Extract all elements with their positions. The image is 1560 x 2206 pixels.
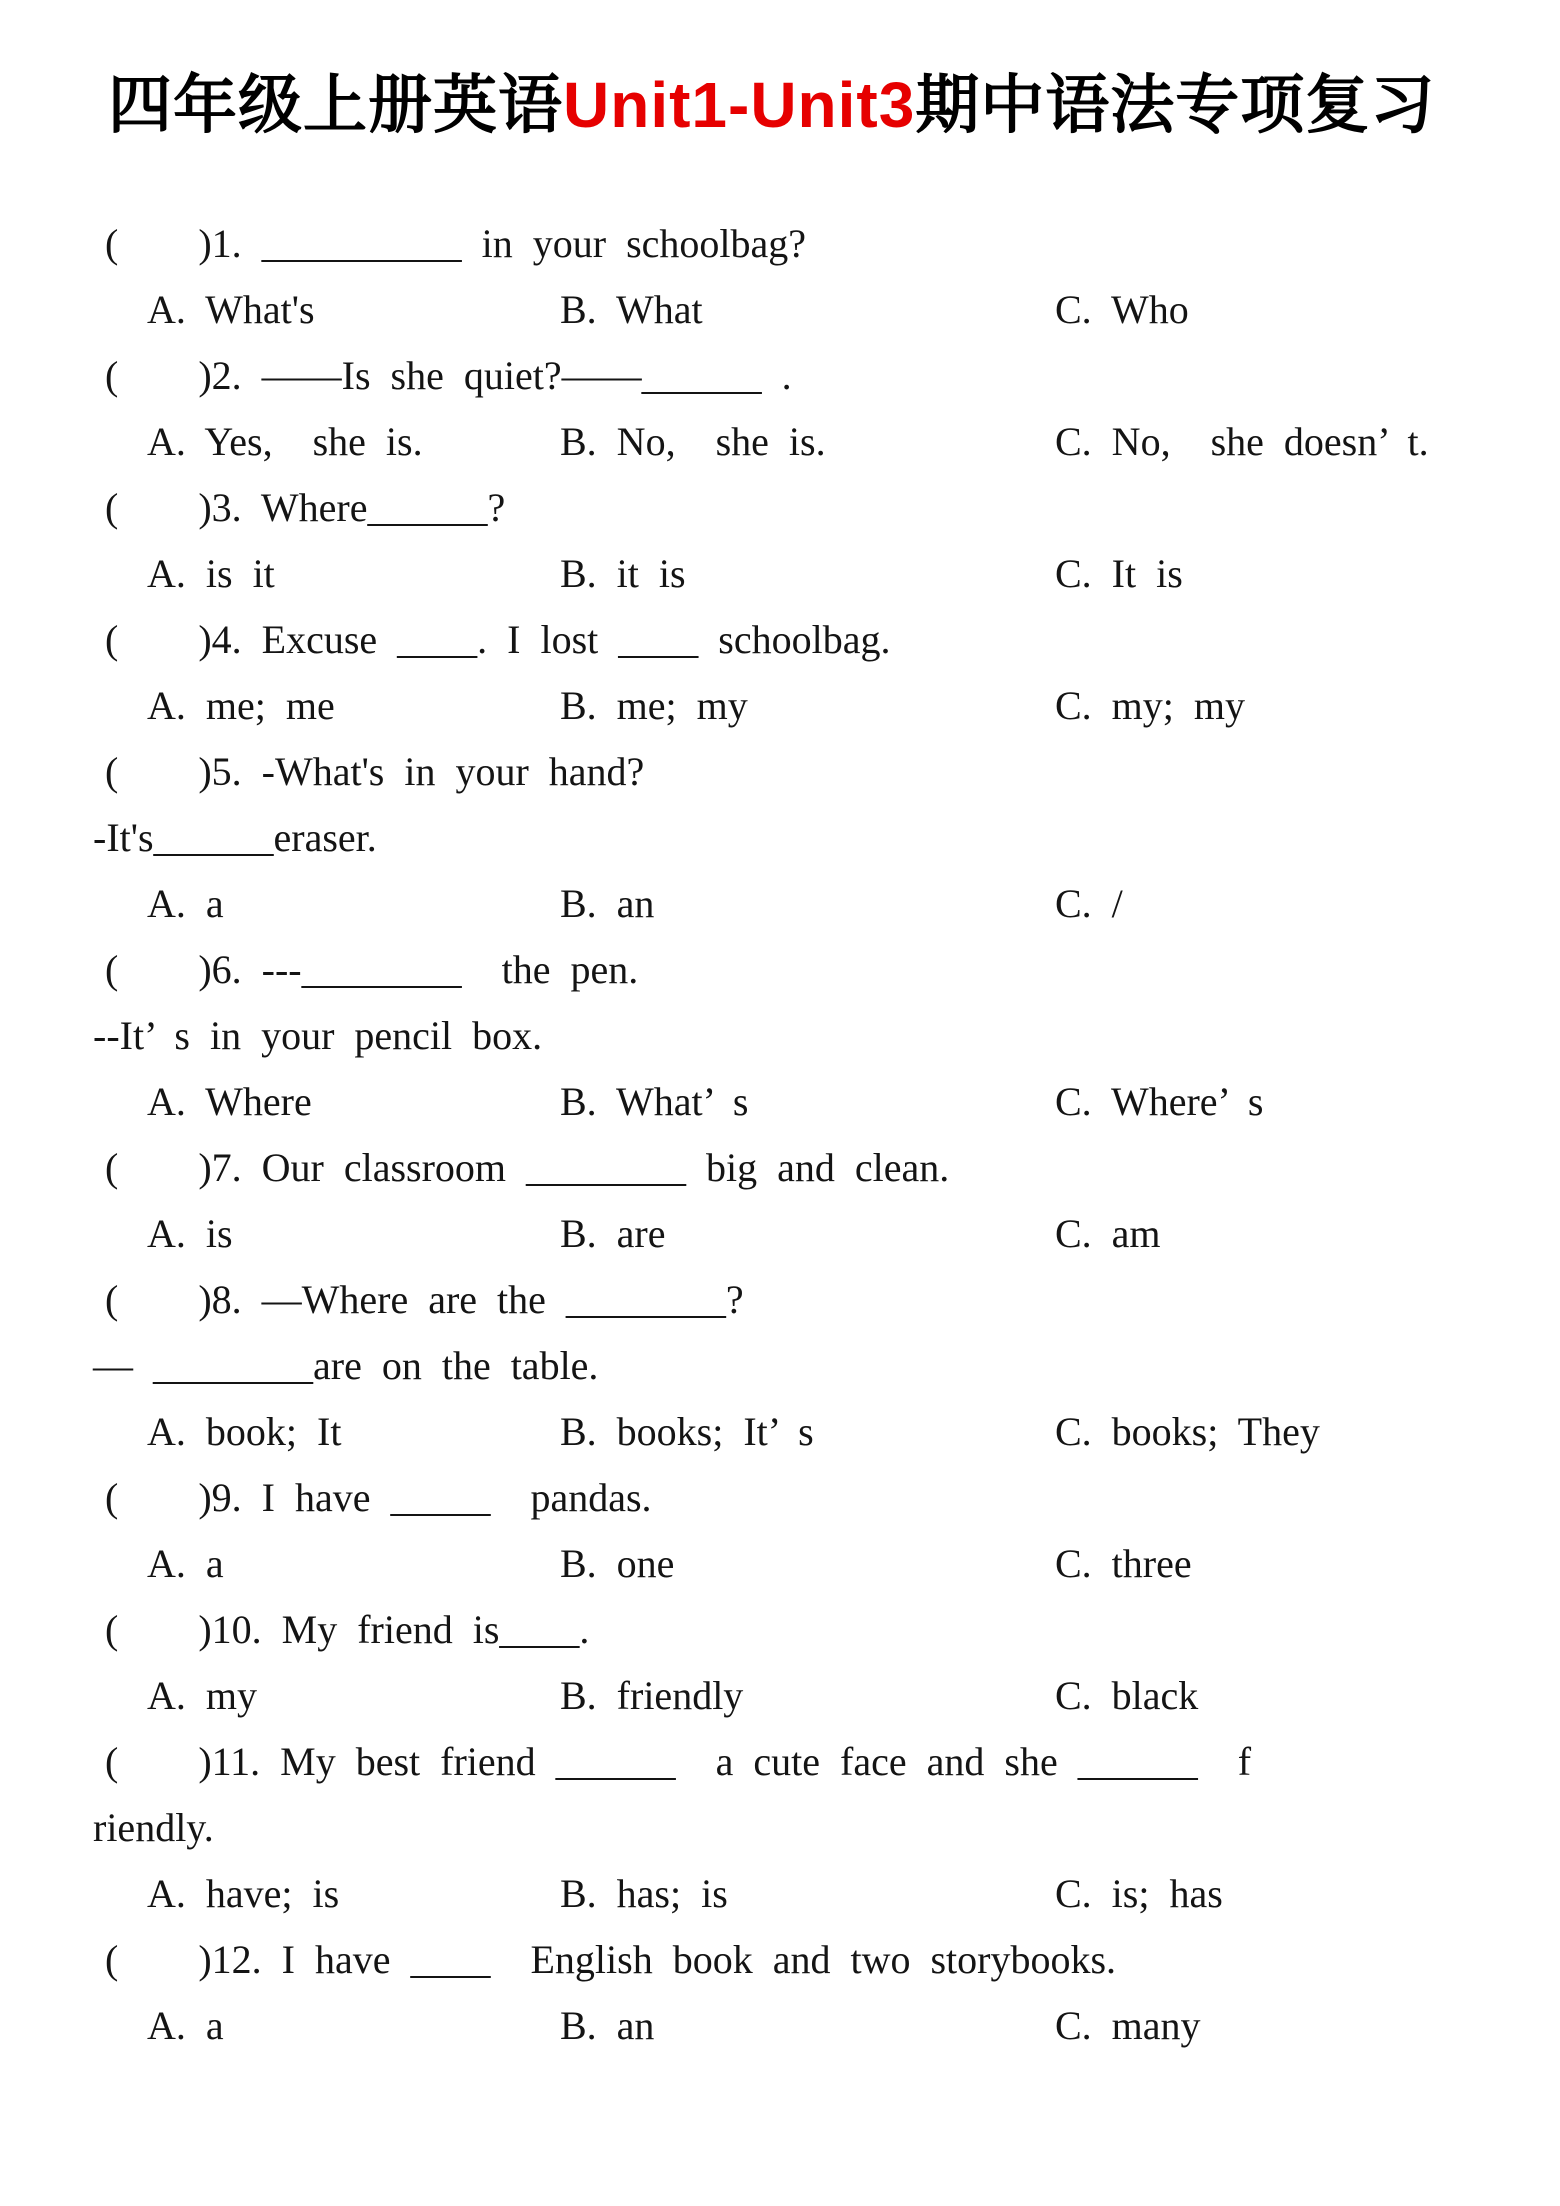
question-6-options — [0, 1069, 1560, 1135]
question-10-option-c: C. black — [1055, 1673, 1199, 1718]
question-2-line: ( )2. ——Is she quiet?——______ . — [105, 353, 792, 398]
question-4-option-c: C. my; my — [1055, 683, 1246, 728]
question-1-line: ( )1. __________ in your schoolbag? — [105, 221, 807, 266]
question-3-option-b: B. it is — [560, 551, 686, 596]
question-11-option-b: B. has; is — [560, 1871, 728, 1916]
question-6-option-b: B. What’ s — [560, 1079, 749, 1124]
title-segment-units: Unit1-Unit3 — [563, 69, 916, 141]
question-2-option-a: A. Yes, she is. — [147, 419, 423, 464]
question-6-line: ( )6. ---________ the pen. — [105, 947, 639, 992]
question-11-line: ( )11. My best friend ______ a cute face and she ______ f — [105, 1739, 1252, 1784]
question-3-options — [0, 541, 1560, 607]
question-5-option-a: A. a — [147, 881, 224, 926]
page-title — [0, 55, 1560, 155]
question-2-option-b: B. No, she is. — [560, 419, 826, 464]
question-9-line: ( )9. I have _____ pandas. — [105, 1475, 652, 1520]
question-3-option-c: C. It is — [1055, 551, 1183, 596]
question-7-line: ( )7. Our classroom ________ big and clean. — [105, 1145, 950, 1190]
question-12-options — [0, 1993, 1560, 2059]
question-10-options — [0, 1663, 1560, 1729]
question-8-options — [0, 1399, 1560, 1465]
question-12-option-c: C. many — [1055, 2003, 1201, 2048]
title-segment-grade: 四年级上册英语 — [108, 69, 563, 141]
question-7-option-b: B. are — [560, 1211, 666, 1256]
question-4-option-b: B. me; my — [560, 683, 748, 728]
question-10-option-a: A. my — [147, 1673, 257, 1718]
question-12-option-b: B. an — [560, 2003, 655, 2048]
question-5-option-c: C. / — [1055, 881, 1123, 926]
question-8-line-cont: — ________are on the table. — [93, 1343, 599, 1388]
question-3-line: ( )3. Where______? — [105, 485, 506, 530]
question-11-options — [0, 1861, 1560, 1927]
question-9-option-c: C. three — [1055, 1541, 1192, 1586]
question-3-option-a: A. is it — [147, 551, 275, 596]
question-8-line: ( )8. —Where are the ________? — [105, 1277, 744, 1322]
question-2-option-c: C. No, she doesn’ t. — [1055, 419, 1429, 464]
question-1-options — [0, 277, 1560, 343]
question-list — [0, 211, 1560, 2059]
question-6-line-cont: --It’ s in your pencil box. — [93, 1013, 543, 1058]
question-4-line: ( )4. Excuse ____. I lost ____ schoolbag. — [105, 617, 891, 662]
question-10-line: ( )10. My friend is____. — [105, 1607, 590, 1652]
question-8-option-b: B. books; It’ s — [560, 1409, 814, 1454]
question-7-options — [0, 1201, 1560, 1267]
question-1-option-a: A. What's — [147, 287, 315, 332]
question-10-option-b: B. friendly — [560, 1673, 744, 1718]
question-12-line: ( )12. I have ____ English book and two storybooks. — [105, 1937, 1117, 1982]
question-7-option-c: C. am — [1055, 1211, 1161, 1256]
question-8-option-c: C. books; They — [1055, 1409, 1320, 1454]
question-12-option-a: A. a — [147, 2003, 224, 2048]
question-9-option-b: B. one — [560, 1541, 675, 1586]
question-5-line-cont: -It's______eraser. — [93, 815, 377, 860]
question-7-option-a: A. is — [147, 1211, 233, 1256]
question-9-options — [0, 1531, 1560, 1597]
question-5-options — [0, 871, 1560, 937]
question-4-option-a: A. me; me — [147, 683, 335, 728]
question-4-options — [0, 673, 1560, 739]
question-11-option-c: C. is; has — [1055, 1871, 1223, 1916]
question-5-option-b: B. an — [560, 881, 655, 926]
title-segment-topic: 期中语法专项复习 — [915, 69, 1436, 141]
question-2-options — [0, 409, 1560, 475]
question-11-line-cont: riendly. — [93, 1805, 214, 1850]
question-6-option-c: C. Where’ s — [1055, 1079, 1264, 1124]
question-11-option-a: A. have; is — [147, 1871, 340, 1916]
question-1-option-b: B. What — [560, 287, 703, 332]
question-5-line: ( )5. -What's in your hand? — [105, 749, 645, 794]
question-1-option-c: C. Who — [1055, 287, 1189, 332]
question-6-option-a: A. Where — [147, 1079, 312, 1124]
question-9-option-a: A. a — [147, 1541, 224, 1586]
question-8-option-a: A. book; It — [147, 1409, 342, 1454]
